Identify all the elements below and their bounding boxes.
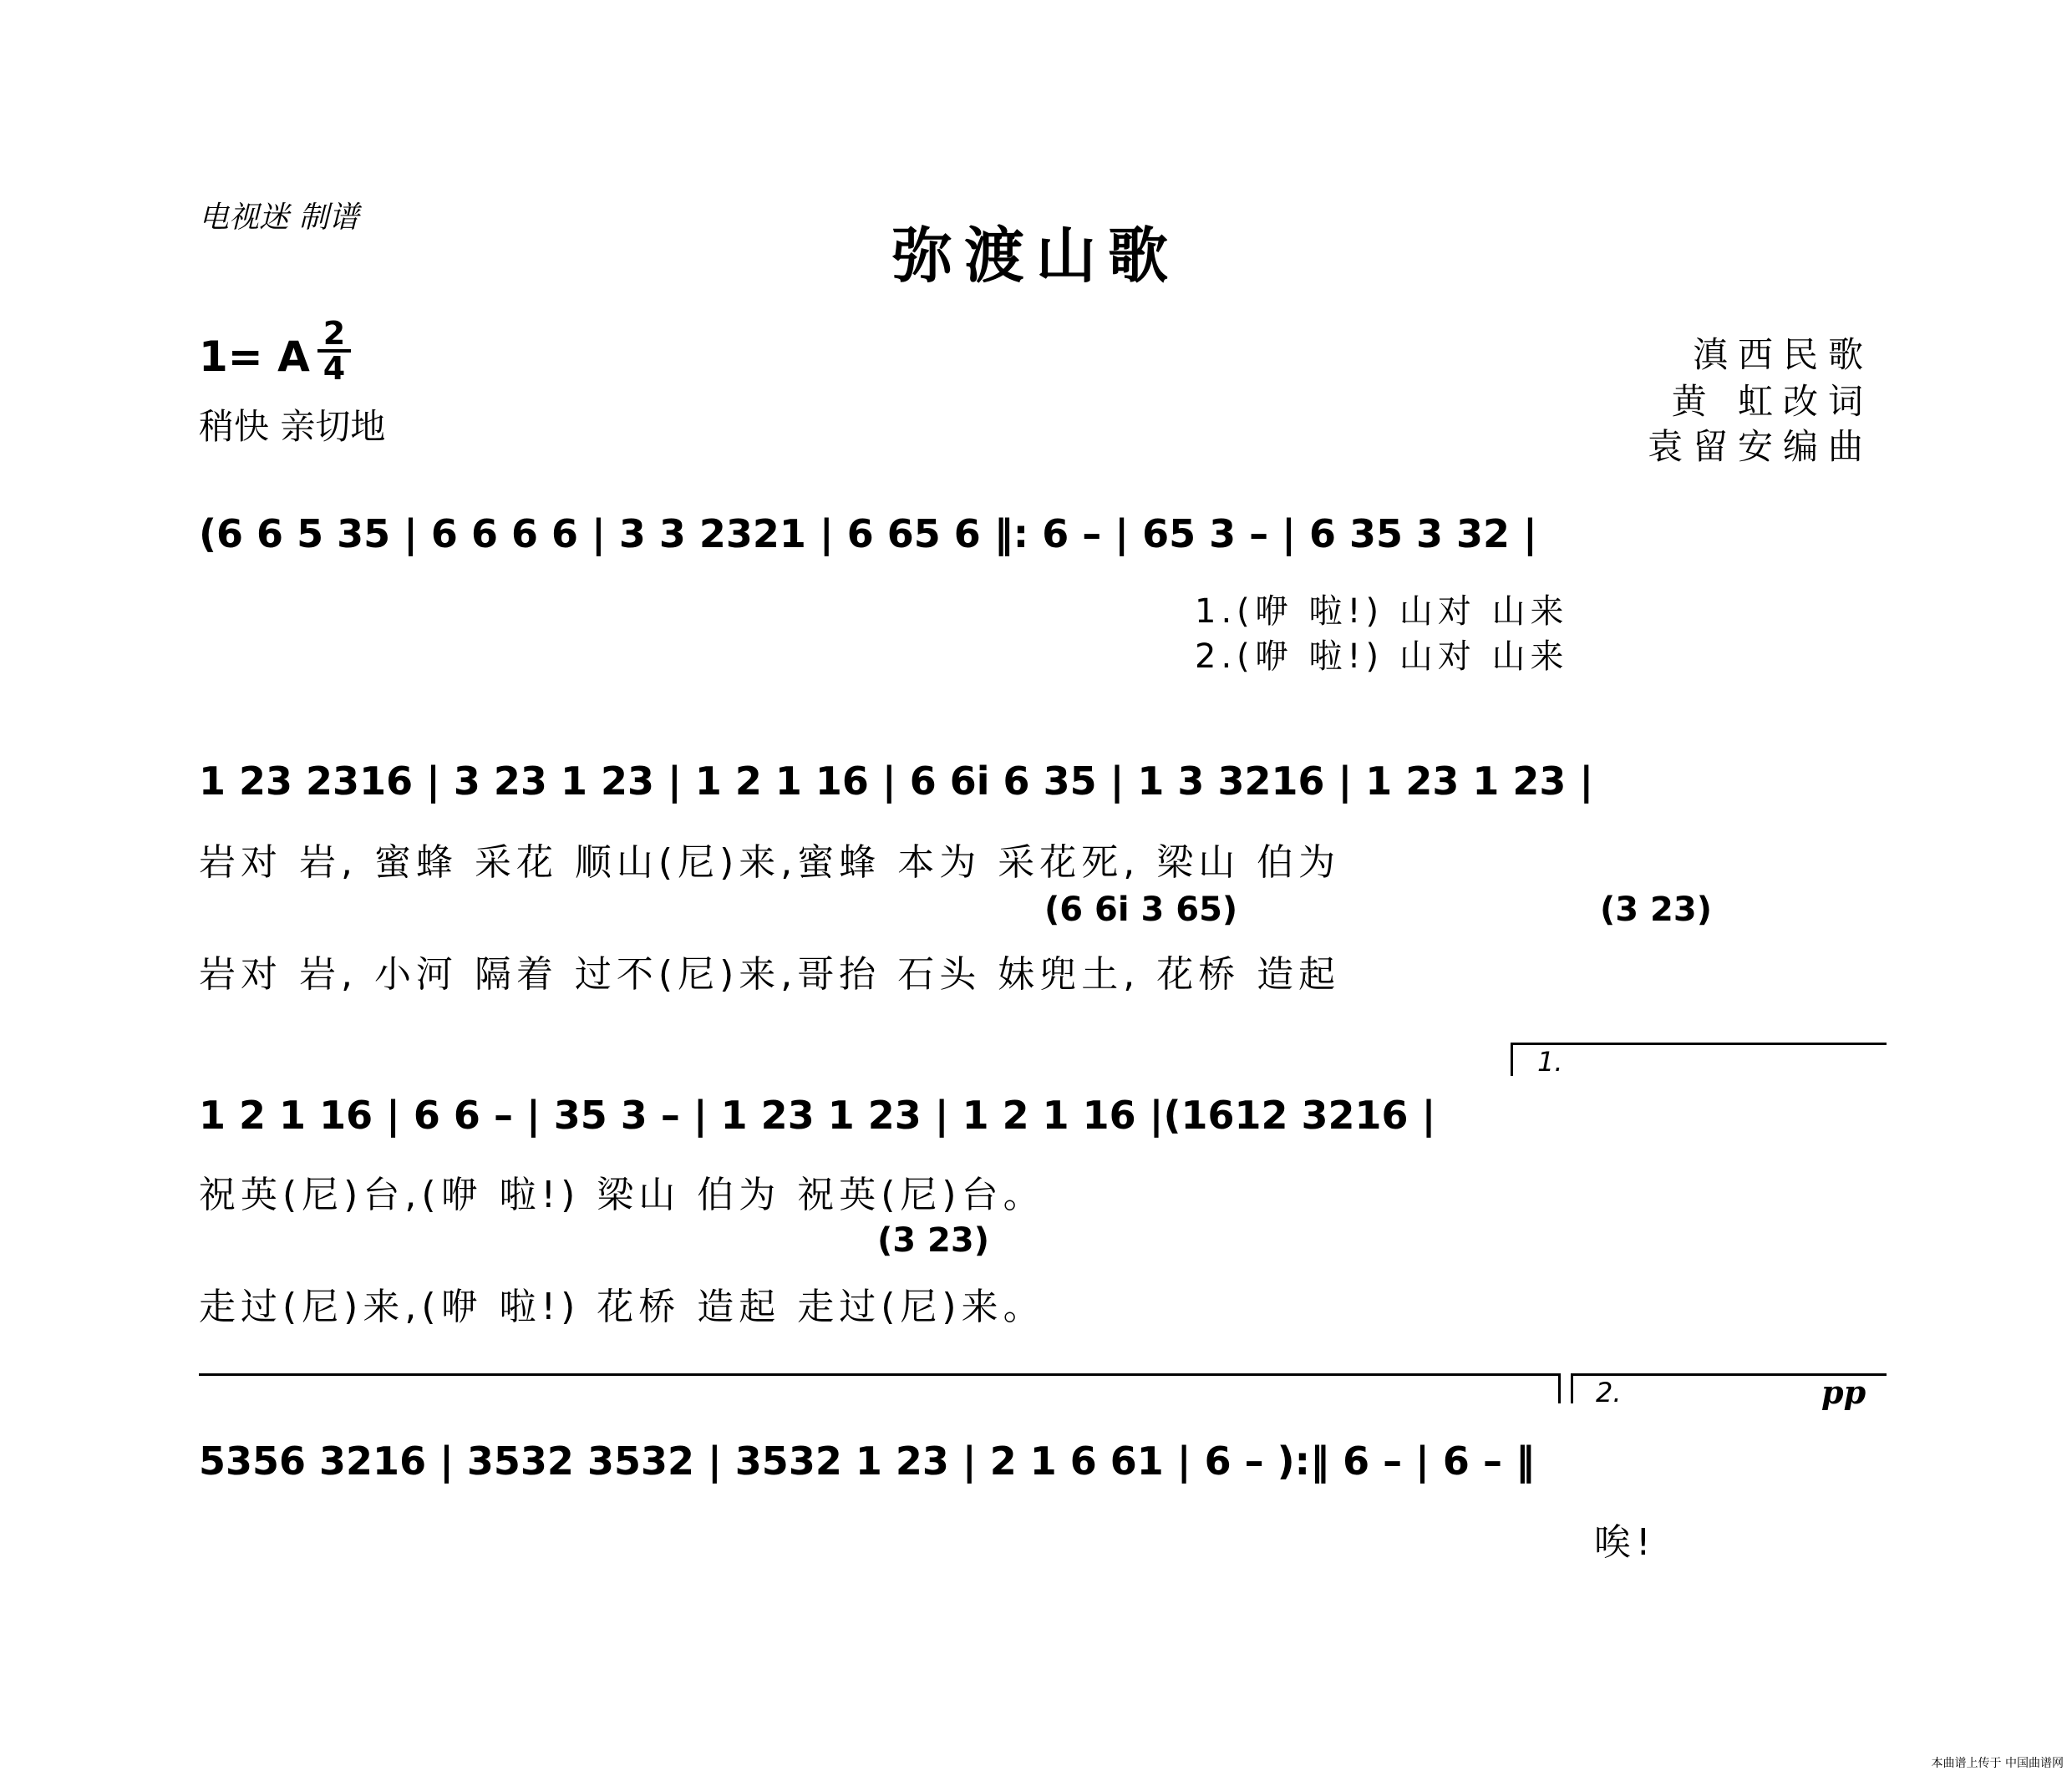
system-2-alt-notes-1: (6 6i 3 65) — [1044, 891, 1238, 929]
system-1-notes: (6 6 5 35 | 6 6 6 6 | 3 3 2321 | 6 65 6 ‖: 6 – | 65 3 – | 6 35 3 32 | — [199, 511, 1537, 556]
maker-note: 电视迷 制谱 — [199, 200, 359, 235]
volta-2-label: 2. — [1596, 1377, 1622, 1408]
system-2-lyric-verse-2: 岩对 岩, 小河 隔着 过不(尼)来,哥抬 石头 妹兜土, 花桥 造起 — [199, 953, 1341, 996]
credit-origin: 滇西民歌 — [1692, 334, 1873, 375]
dynamic-pp: pp — [1821, 1373, 1866, 1411]
time-signature-bottom: 4 — [322, 350, 346, 387]
system-2-lyric-verse-1: 岩对 岩, 蜜蜂 采花 顺山(尼)来,蜜蜂 本为 采花死, 梁山 伯为 — [199, 841, 1341, 884]
time-signature-top: 2 — [322, 315, 346, 352]
system-3-lyric-verse-2: 走过(尼)来,(咿 啦!) 花桥 造起 走过(尼)来。 — [199, 1286, 1045, 1328]
system-2-notes: 1 23 2316 | 3 23 1 23 | 1 2 1 16 | 6 6i 6 35 | 1 3 3216 | 1 23 1 23 | — [199, 759, 1594, 804]
volta-1-continuation-end — [1558, 1373, 1561, 1403]
system-1-lyric-verse-2: 2.(咿 啦!) 山对 山来 — [1195, 637, 1569, 676]
system-3-alt-notes: (3 23) — [877, 1221, 989, 1260]
volta-1-label: 1. — [1537, 1046, 1563, 1078]
system-3-lyric-verse-1: 祝英(尼)台,(咿 啦!) 梁山 伯为 祝英(尼)台。 — [199, 1174, 1045, 1216]
credit-arranger: 袁留安编曲 — [1647, 426, 1873, 467]
credit-lyricist: 黄 虹改词 — [1671, 381, 1873, 422]
system-1-lyric-verse-1: 1.(咿 啦!) 山对 山来 — [1195, 592, 1569, 631]
tempo-marking: 稍快 亲切地 — [199, 406, 386, 447]
system-4-notes: 5356 3216 | 3532 3532 | 3532 1 23 | 2 1 6 61 | 6 – ):‖ 6 – | 6 – ‖ — [199, 1439, 1535, 1484]
footer-credit: 本曲谱上传于 中国曲谱网 — [1931, 1757, 2064, 1770]
system-2-alt-notes-2: (3 23) — [1600, 891, 1712, 929]
volta-1-bracket-edge — [1511, 1043, 1513, 1076]
system-3-notes: 1 2 1 16 | 6 6 – | 35 3 – | 1 23 1 23 | 1 2 1 16 |(1612 3216 | — [199, 1093, 1436, 1138]
system-4-lyric: 唉! — [1594, 1521, 1656, 1564]
key-signature: 1= A — [199, 332, 310, 381]
volta-1-continuation — [199, 1373, 1561, 1376]
volta-1-bracket — [1511, 1043, 1887, 1045]
time-signature — [317, 315, 351, 387]
page-title: 弥渡山歌 — [891, 220, 1180, 291]
volta-2-bracket-edge — [1571, 1373, 1573, 1403]
